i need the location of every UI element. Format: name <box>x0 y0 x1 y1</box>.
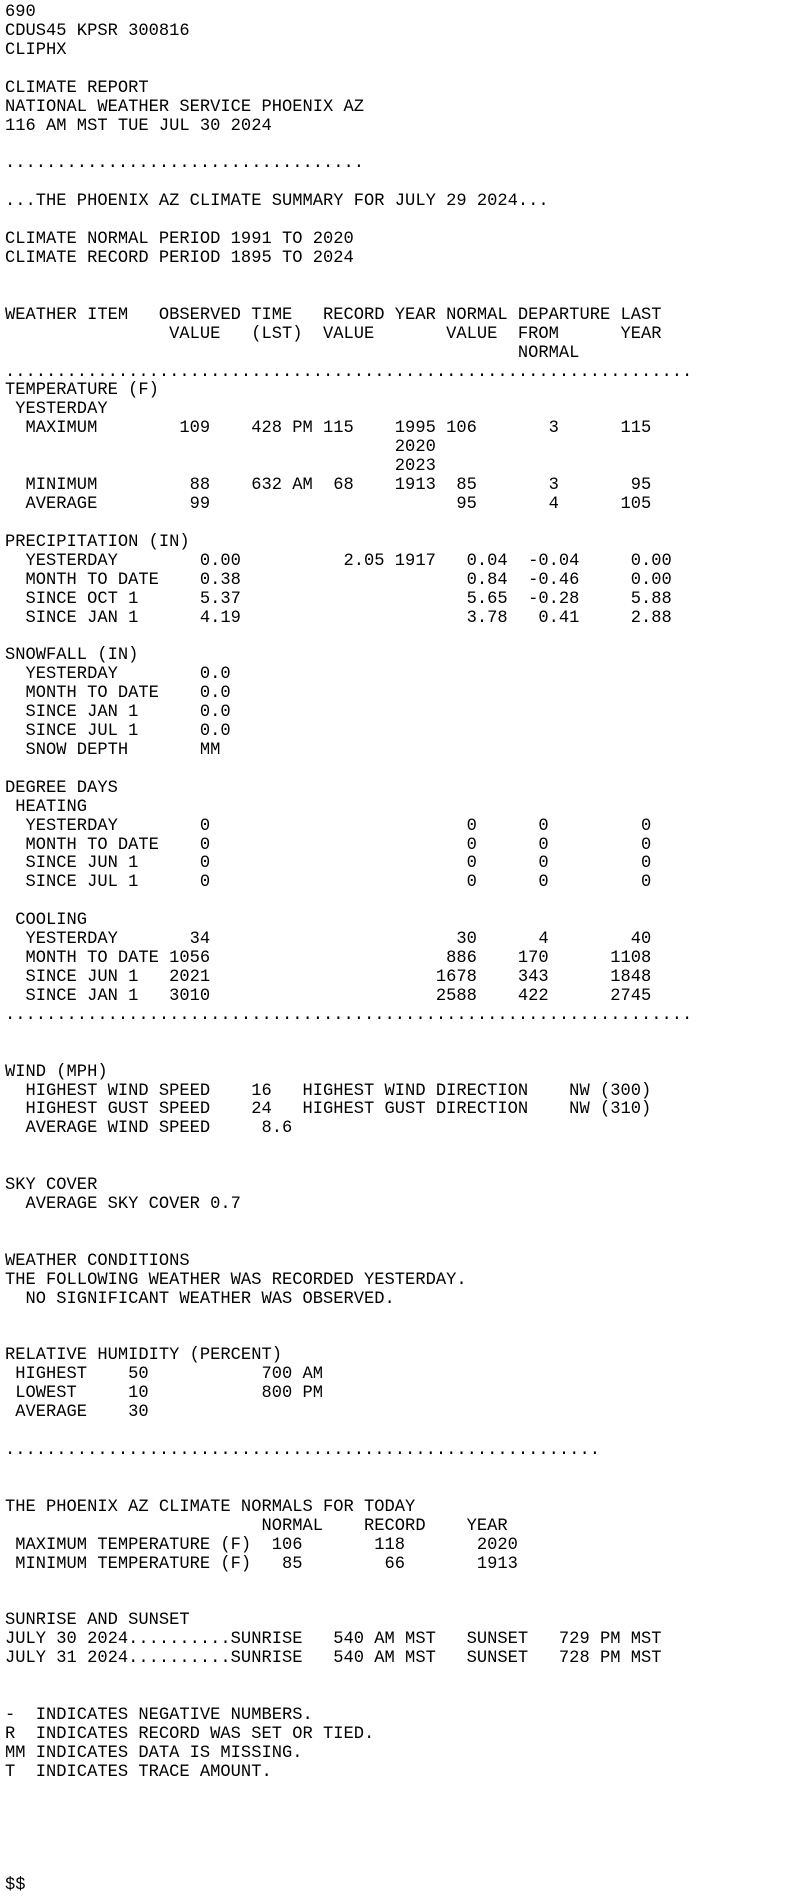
report-line <box>5 515 810 534</box>
report-line: SINCE JUN 1 0 0 0 0 <box>5 854 652 874</box>
report-line <box>5 1821 810 1840</box>
report-line <box>5 174 810 193</box>
report-line: THE FOLLOWING WEATHER WAS RECORDED YESTERDAY. <box>5 1270 467 1290</box>
report-line: AVERAGE 30 <box>5 1403 149 1423</box>
report-line: 690 <box>5 3 36 22</box>
report-line: SNOWFALL (IN) <box>5 646 139 666</box>
report-line: MONTH TO DATE 1056 886 170 1108 <box>5 949 652 969</box>
report-line: .......................................................... <box>5 1441 600 1461</box>
report-line: HEATING <box>5 797 88 817</box>
report-line: PRECIPITATION (IN) <box>5 532 190 552</box>
report-line: SINCE JUL 1 0 0 0 0 <box>5 873 652 893</box>
report-line <box>5 1234 810 1253</box>
report-line: ................................................................... <box>5 362 693 382</box>
report-line <box>5 1575 810 1594</box>
report-line <box>5 1026 810 1045</box>
report-line <box>5 1329 810 1348</box>
report-line <box>5 269 810 288</box>
report-line: SINCE JAN 1 3010 2588 422 2745 <box>5 986 652 1006</box>
report-line: WEATHER ITEM OBSERVED TIME RECORD YEAR NORMAL DEPARTURE LAST <box>5 305 662 325</box>
report-line: YESTERDAY 0.00 2.05 1917 0.04 -0.04 0.00 <box>5 551 672 571</box>
report-line: WIND (MPH) <box>5 1062 108 1082</box>
report-line: 2023 <box>5 457 436 477</box>
report-line: CLIPHX <box>5 40 67 60</box>
report-line: NATIONAL WEATHER SERVICE PHOENIX AZ <box>5 97 365 117</box>
report-line: MM INDICATES DATA IS MISSING. <box>5 1743 303 1763</box>
report-line: MONTH TO DATE 0 0 0 0 <box>5 835 652 855</box>
report-line: YESTERDAY 0 0 0 0 <box>5 816 652 836</box>
report-line <box>5 1310 810 1329</box>
report-line: SINCE JUN 1 2021 1678 343 1848 <box>5 968 652 988</box>
report-line: AVERAGE SKY COVER 0.7 <box>5 1195 241 1215</box>
report-line <box>5 1783 810 1802</box>
report-line: MONTH TO DATE 0.38 0.84 -0.46 0.00 <box>5 570 672 590</box>
report-line <box>5 1139 810 1158</box>
report-line <box>5 1858 810 1877</box>
report-line: MAXIMUM TEMPERATURE (F) 106 118 2020 <box>5 1535 518 1555</box>
report-line: HIGHEST GUST SPEED 24 HIGHEST GUST DIRECTION NW (310) <box>5 1100 652 1120</box>
report-line <box>5 1688 810 1707</box>
report-line: ................................................................... <box>5 1005 693 1025</box>
report-line: NO SIGNIFICANT WEATHER WAS OBSERVED. <box>5 1289 395 1309</box>
report-line: T INDICATES TRACE AMOUNT. <box>5 1762 272 1782</box>
report-line: YESTERDAY 0.0 <box>5 665 231 685</box>
report-line <box>5 1045 810 1064</box>
report-line: LOWEST 10 800 PM <box>5 1384 323 1404</box>
report-line: JULY 30 2024..........SUNRISE 540 AM MST SUNSET 729 PM MST <box>5 1630 662 1650</box>
report-line <box>5 893 810 912</box>
report-line: THE PHOENIX AZ CLIMATE NORMALS FOR TODAY <box>5 1497 416 1517</box>
report-line: MONTH TO DATE 0.0 <box>5 684 231 704</box>
report-line: TEMPERATURE (F) <box>5 381 159 401</box>
report-line <box>5 61 810 80</box>
report-line: ...THE PHOENIX AZ CLIMATE SUMMARY FOR JULY 29 2024... <box>5 192 549 212</box>
report-line <box>5 288 810 307</box>
report-line <box>5 761 810 780</box>
report-line <box>5 1669 810 1688</box>
report-line: SINCE OCT 1 5.37 5.65 -0.28 5.88 <box>5 589 672 609</box>
report-line: NORMAL RECORD YEAR <box>5 1516 508 1536</box>
report-line <box>5 136 810 155</box>
report-line <box>5 1839 810 1858</box>
report-line: - INDICATES NEGATIVE NUMBERS. <box>5 1705 313 1725</box>
report-line: 116 AM MST TUE JUL 30 2024 <box>5 116 272 136</box>
report-line: NORMAL <box>5 343 580 363</box>
report-line: SINCE JAN 1 4.19 3.78 0.41 2.88 <box>5 608 672 628</box>
report-line: SINCE JUL 1 0.0 <box>5 722 231 742</box>
report-line: $$ <box>5 1876 26 1896</box>
report-line: YESTERDAY <box>5 400 108 420</box>
report-line: MINIMUM 88 632 AM 68 1913 85 3 95 <box>5 476 652 496</box>
report-line: WEATHER CONDITIONS <box>5 1251 190 1271</box>
report-line: SUNRISE AND SUNSET <box>5 1611 190 1631</box>
report-line <box>5 1215 810 1234</box>
report-line: HIGHEST 50 700 AM <box>5 1365 323 1385</box>
report-line: CLIMATE RECORD PERIOD 1895 TO 2024 <box>5 248 354 268</box>
report-line: CDUS45 KPSR 300816 <box>5 21 190 41</box>
report-line <box>5 628 810 647</box>
report-line: SKY COVER <box>5 1176 98 1196</box>
report-line <box>5 1423 810 1442</box>
report-line: HIGHEST WIND SPEED 16 HIGHEST WIND DIRECTION NW (300) <box>5 1081 652 1101</box>
report-line: AVERAGE 99 95 4 105 <box>5 494 652 514</box>
report-line: ................................... <box>5 154 365 174</box>
report-line: 2020 <box>5 438 436 458</box>
report-line: CLIMATE NORMAL PERIOD 1991 TO 2020 <box>5 230 354 250</box>
report-line: CLIMATE REPORT <box>5 78 149 98</box>
report-line: YESTERDAY 34 30 4 40 <box>5 930 652 950</box>
report-line: SINCE JAN 1 0.0 <box>5 703 231 723</box>
report-line <box>5 1480 810 1499</box>
report-line <box>5 1593 810 1612</box>
report-line: VALUE (LST) VALUE VALUE FROM YEAR <box>5 324 662 344</box>
report-line: AVERAGE WIND SPEED 8.6 <box>5 1119 293 1139</box>
report-line: COOLING <box>5 911 88 931</box>
report-line: DEGREE DAYS <box>5 778 118 798</box>
report-line <box>5 1461 810 1480</box>
report-line <box>5 1802 810 1821</box>
report-line <box>5 1158 810 1177</box>
report-line <box>5 212 810 231</box>
report-line: MAXIMUM 109 428 PM 115 1995 106 3 115 <box>5 419 652 439</box>
report-line: RELATIVE HUMIDITY (PERCENT) <box>5 1346 282 1366</box>
report-line: SNOW DEPTH MM <box>5 740 221 760</box>
report-line: MINIMUM TEMPERATURE (F) 85 66 1913 <box>5 1554 518 1574</box>
report-line: R INDICATES RECORD WAS SET OR TIED. <box>5 1724 375 1744</box>
report-line: JULY 31 2024..........SUNRISE 540 AM MST SUNSET 728 PM MST <box>5 1649 662 1669</box>
